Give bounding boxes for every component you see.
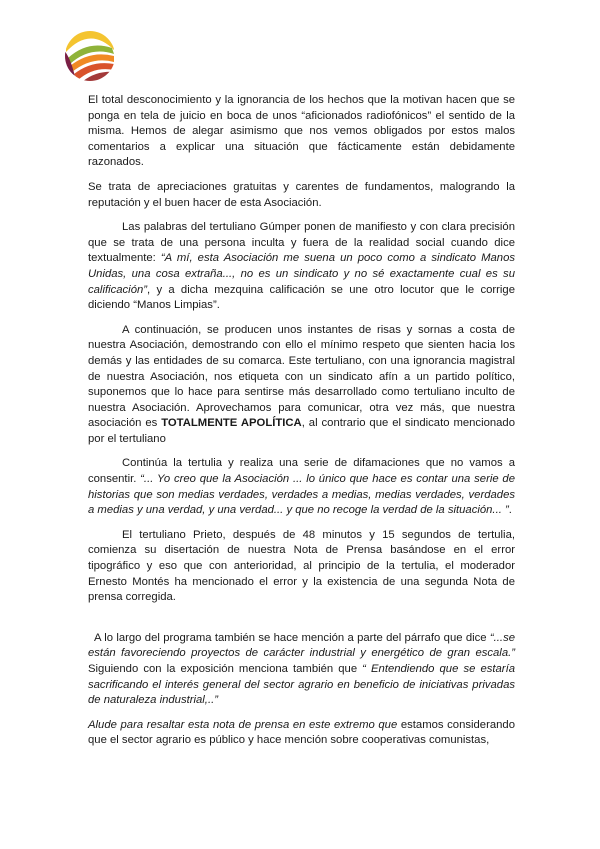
association-logo	[64, 30, 116, 82]
paragraph-8: Alude para resaltar esta nota de prensa en este extremo que estamos considerando que el sector agrario es público y hace mención sobre cooperativas comunistas,	[88, 718, 515, 747]
paragraph-1: El total desconocimiento y la ignorancia de los hechos que la motivan hacen que se ponga en tela de juicio en boca de unos “aficionados radiofónicos” el sentido de la misma. Hemos de alegar asimismo que nos vemos obligados por estos malos comentarios a explicar una situación que fácticamente están debidamente razonados.	[88, 94, 515, 169]
paragraph-7: A lo largo del programa también se hace mención a parte del párrafo que dice “...se están favoreciendo proyectos de carácter industrial y energético de gran escala.” Siguiendo con la exposición menciona también que “ Entendiendo que se estaría sacrificando el interés general del sector agrario en beneficio de iniciativas privadas de naturaleza industrial,..”	[88, 631, 515, 707]
paragraph-6: El tertuliano Prieto, después de 48 minutos y 15 segundos de tertulia, comienza su disertación de nuestra Nota de Prensa basándose en el error tipográfico y eso que con anterioridad, al principio de la tertulia, el moderador Ernesto Montés ha mencionado el error y la existencia de una segunda Nota de prensa corregida.	[88, 528, 515, 604]
document-body	[88, 93, 515, 758]
paragraph-2: Se trata de apreciaciones gratuitas y carentes de fundamentos, malogrando la reputación y el buen hacer de esta Asociación.	[88, 180, 515, 209]
paragraph-5: Continúa la tertulia y realiza una serie de difamaciones que no vamos a consentir. “... Yo creo que la Asociación ... lo único que hace es contar una serie de historias que son medias verdades, verdades a medias, medias verdades, verdades a medias y una verdad, y una verdad... y que no recoge la verdad de la situación... ”.	[88, 457, 515, 517]
paragraph-3: Las palabras del tertuliano Gúmper ponen de manifiesto y con clara precisión que se trata de una persona inculta y fuera de la realidad social cuando dice textualmente: “A mí, esta Asociación me suena un poco como a sindicato Manos Unidas, una cosa extraña..., no es un sindicato y no sé exactamente cual es su calificación”, y a dicha mezquina calificación se une otro locutor que le corrige diciendo “Manos Limpias”.	[88, 221, 515, 312]
spacer	[88, 615, 515, 631]
paragraph-4: A continuación, se producen unos instantes de risas y sornas a costa de nuestra Asociación, demostrando con ello el mínimo respeto que sienten hacia los demás y las entidades de su comarca. Este tertuliano, con una ignorancia magistral de nuestra Asociación, nos etiqueta con un sindicato afín a un partido político, suponemos que lo hace para sentirse más desarrollado como tertuliano inculto de nuestra Asociación. Aprovechamos para comunicar, otra vez más, que nuestra asociación es TOTALMENTE APOLÍTICA, al contrario que el sindicato mencionado por el tertuliano	[88, 323, 515, 445]
